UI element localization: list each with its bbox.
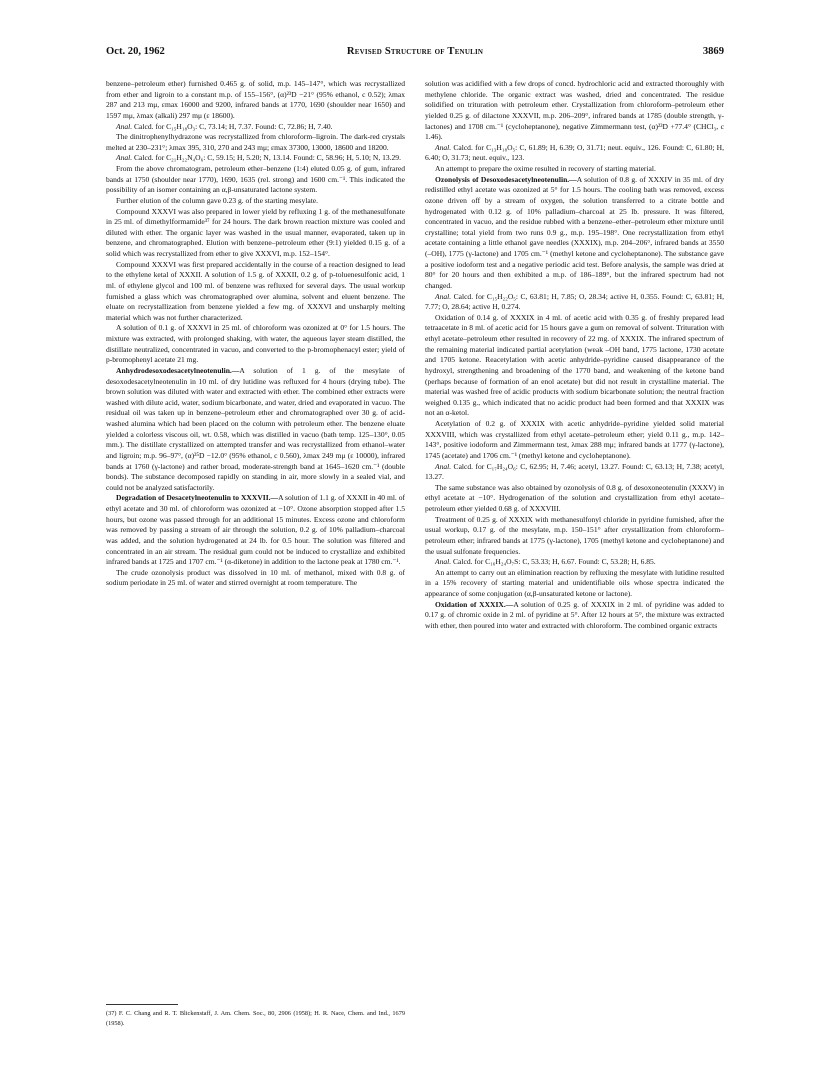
section-paragraph: Oxidation of XXXIX.—A solution of 0.25 g. of XXXIX in 2 ml. of pyridine was added to 0.17 g. of chromic oxide in 2 ml. of pyridine at 5°. After 12 hours at 5°, the mixture was extracted with ether, then poured into water and extracted with chloroform. The combined organic extracts — [425, 599, 724, 630]
analysis-paragraph: Anal. Calcd. for C₁₆H₂₄O₇S: C, 53.33; H, 6.67. Found: C, 53.28; H, 6.85. — [435, 557, 656, 567]
paragraph: Compound XXXVI was also prepared in lower yield by refluxing 1 g. of the methanesulfonate in 25 ml. of dimethylformamide³⁷ for 24 hours. The dark brown reaction mixture was cooled and diluted with ether. The organic layer was washed in the usual manner, evaporated, taken up in benzene, and chromatographed. Elution with benzene–petroleum ether (9:1) yielded 0.15 g. of a solid which was recrystallized from ether to give XXXVI, m.p. 152–154°. — [106, 206, 405, 258]
paragraph: Treatment of 0.25 g. of XXXIX with methanesulfonyl chloride in pyridine furnished, after the usual workup, 0.17 g. of the mesylate, m.p. 150–151° after crystallization from chloroform–petroleum ether; infrared bands at 1775 (γ-lactone), 1705 (methyl ketone and cycloheptanone) and the usual sulfonate frequencies. — [425, 514, 724, 556]
paragraph: The crude ozonolysis product was dissolved in 10 ml. of methanol, mixed with 0.8 g. of sodium periodate in 25 ml. of water and stirred overnight at room temperature. The — [106, 567, 405, 588]
analysis-paragraph: Anal. Calcd. for C₁₅H₁₈O₃: C, 73.14; H, 7.37. Found: C, 72.86; H, 7.40. — [116, 121, 333, 131]
analysis-paragraph: Anal. Calcd. for C₁₇H₂₄O₆: C, 62.95; H, 7.46; acetyl, 13.27. Found: C, 63.13; H, 7.38; acetyl, 13.27. — [425, 461, 724, 482]
running-title: Revised Structure of Tenulin — [346, 46, 484, 57]
page-header — [106, 45, 724, 59]
footnote-divider — [106, 1004, 178, 1005]
paragraph: solution was acidified with a few drops of concd. hydrochloric acid and extracted thoroughly with methylene chloride. The organic extract was washed, dried and concentrated. The residue solidified on trituration with petroleum ether. Crystallization from chloroform–petroleum ether yielded 0.25 g. of dilactone XXXVII, m.p. 206–209°, infrared bands at 1785 (double strength, γ-lactones) and 1708 cm.⁻¹ (cycloheptanone), negative Zimmermann test, (α)²³D +77.4° (CHCl₃, c 1.46). — [425, 79, 724, 142]
right-column — [425, 79, 724, 632]
analysis-paragraph: Anal. Calcd. for C₁₅H₂₂O₅: C, 63.81; H, 7.85; O, 28.34; active H, 0.355. Found: C, 63.81; H, 7.77; O, 28.64; active H, 0.274. — [425, 291, 724, 312]
paragraph: An attempt to carry out an elimination reaction by refluxing the mesylate with lutidine resulted in a 15% recovery of starting material and unidentifiable oils whose spectra indicated the appearance of some conjugation (α,β-unsaturated ketone or lactone). — [425, 567, 724, 598]
left-column — [106, 79, 405, 589]
footnote: (37) F. C. Chang and R. T. Blickenstaff, J. Am. Chem. Soc., 80, 2906 (1958); H. R. Nace, Chem. and Ind., 1679 (1958). — [106, 1010, 405, 1027]
paragraph: Compound XXXVI was first prepared accidentally in the course of a reaction designed to lead to the ethylene ketal of XXXII. A solution of 1.5 g. of XXXII, 0.2 g. of p-toluenesulfonic acid, 1 ml. of ethylene glycol and 100 ml. of benzene was refluxed for several days. The usual workup furnished a glass which was chromatographed over alumina, solvent and eluent benzene. The eluate on recrystallization from benzene yielded a few mg. of XXXVI and unsharply melting material which was not further characterized. — [106, 259, 405, 322]
header-date: Oct. 20, 1962 — [106, 46, 165, 57]
paragraph: Acetylation of 0.2 g. of XXXIX with acetic anhydride–pyridine yielded solid material XXXVIII, which was crystallized from ethyl acetate–petroleum ether; yield 0.11 g., m.p. 142–143°, positive iodoform and Zimmermann test, λmax 288 mμ; infrared bands at 1777 (γ-lactone), 1745 (acetate) and 1706 cm.⁻¹ (methyl ketone and cycloheptanone). — [425, 419, 724, 460]
paragraph: A solution of 0.1 g. of XXXVI in 25 ml. of chloroform was ozonized at 0° for 1.5 hours. The mixture was extracted, with prolonged shaking, with water, the aqueous layer steam distilled, the distillate neutralized, concentrated in vacuo, and converted to the p-bromophenacyl ester; yield of p-bromophenyl acetate 21 mg. — [106, 323, 405, 365]
paragraph: The same substance was also obtained by ozonolysis of 0.8 g. of desoxoneotenulin (XXXV) in ethyl acetate at −10°. Hydrogenation of the solution and crystallization from ethyl acetate–petroleum ether yielded 0.68 g. of XXXVIII. — [425, 482, 724, 513]
section-paragraph: Degradation of Desacetylneotenulin to XXXVII.—A solution of 1.1 g. of XXXII in 40 ml. of ethyl acetate and 30 ml. of chloroform was ozonized at −10°. Ozone absorption stopped after 1.5 hours, but ozone was passed through for an additional 15 minutes. Excess ozone and chloroform was removed by passing a stream of air through the solution, 0.2 g. of 10% palladium–charcoal was added, and the solution hydrogenated at 24 lb. for 0.5 hour. The solution was filtered and concentrated in an air stream. The residual gum could not be induced to crystallize and exhibited infrared bands at 1725 and 1707 cm.⁻¹ (α-diketone) in addition to the lactone peak at 1780 cm.⁻¹. — [106, 493, 405, 567]
section-paragraph: Ozonolysis of Desoxodesacetylneotenulin.—A solution of 0.8 g. of XXXIV in 35 ml. of dry redistilled ethyl acetate was ozonized at 5° for 1.5 hours. The cooling bath was removed, excess ozone driven off by a stream of oxygen, the solution transferred to a citrate bottle and hydrogenated with 0.12 g. of 10% palladium–charcoal at 25 lb. pressure. It was filtered, concentrated in vacuo, and the residue rubbed with a benzene–ether–petroleum ether mixture until crystalline; total yield from two runs 0.9 g., m.p. 195–198°. One recrystallization from ethyl acetate containing a little ethanol gave needles (XXXIX), m.p. 204–206°, infrared bands at 3550 (–OH), 1775 (γ-lactone) and 1705 cm.⁻¹ (methyl ketone and cycloheptanone). The substance gave a positive iodoform test and a negative periodic acid test. Before analysis, the sample was dried at 80° for 20 hours and then exhibited a m.p. of 186–189°, but the infrared spectrum had not changed. — [425, 174, 724, 290]
paragraph: From the above chromatogram, petroleum ether–benzene (1:4) eluted 0.05 g. of gum, infrared bands at 1750 (shoulder near 1770), 1690, 1635 (rel. strong) and 1600 cm.⁻¹. This indicated the possibility of an isomer containing an α,β-unsaturated lactone system. — [106, 164, 405, 195]
paragraph: An attempt to prepare the oxime resulted in recovery of starting material. — [435, 164, 656, 173]
paragraph: Oxidation of 0.14 g. of XXXIX in 4 ml. of acetic acid with 0.35 g. of freshly prepared lead tetraacetate in 8 ml. of acetic acid for 15 hours gave a gum on removal of solvent. Trituration with ethyl acetate–petroleum ether resulted in recovery of 22 mg. of XXXIX. The infrared spectrum of the remaining material indicated partial acetylation (weak –OH band, 1775 lactone, 1730 acetate and 1705 ketone. Reacetylation with acetic anhydride–pyridine caused disappearance of the hydroxyl, strengthening and broadening of the 1770 band, and weakening of the ketone band (perhaps because of formation of an enol acetate) but did not result in crystalline material. The material was washed free of acidic products with sodium bicarbonate solution; the neutral fraction weighed 0.135 g., which indicated that no acidic product had been formed and that XXXIX was not an α-ketol. — [425, 312, 724, 418]
paragraph: The dinitrophenylhydrazone was recrystallized from chloroform–ligroin. The dark-red crystals melted at 230–231°; λmax 395, 310, 270 and 243 mμ; εmax 37300, 13000, 18600 and 18200. — [106, 132, 405, 152]
section-paragraph: Anhydrodesoxodesacetylneotenulin.—A solution of 1 g. of the mesylate of desoxodesacetylneotenulin in 10 ml. of dry lutidine was refluxed for 4 hours (drying tube). The brown solution was diluted with water and extracted with ether. The combined ether extracts were washed with dilute acid, water, sodium bicarbonate, and water, dried and evaporated in vacuo. The residual oil was taken up in benzene–petroleum ether and chromatographed over 30 g. of acid-washed alumina which had been placed on the column with petroleum ether. The benzene eluate yielded a colorless viscous oil, wt. 0.58, which was distilled in vacuo (bath temp. 125–130°, 0.05 mm.). The distillate crystallized on attempted transfer and was recrystallized from ethanol–water and ligroin; m.p. 96–97°, (α)²⁵D −12.0° (95% ethanol, c 0.560), λmax 249 mμ (ε 10000), infrared bands at 1760 (γ-lactone) and rather broad, moderate-strength band at 1645–1620 cm.⁻¹ (double bonds). The substance decomposed rapidly on standing in air, more slowly in a sealed vial, and could not be analyzed satisfactorily. — [106, 365, 405, 492]
analysis-paragraph: Anal. Calcd. for C₂₁H₂₂N₄O₆: C, 59.15; H, 5.20; N, 13.14. Found: C, 58.96; H, 5.10; N, 13.29. — [116, 153, 401, 163]
paragraph: benzene–petroleum ether) furnished 0.465 g. of solid, m.p. 145–147°, which was recrystallized from ether and ligroin to a constant m.p. of 155–156°, (α)²³D −21° (95% ethanol, c 0.52); λmax 287 and 213 mμ, εmax 16000 and 9200, infrared bands at 1770, 1690 (shoulder near 1650) and 1597 mμ, λmax (alkali) 297 mμ (ε 18600). — [106, 79, 405, 120]
analysis-paragraph: Anal. Calcd. for C₁₃H₁₈O₅: C, 61.89; H, 6.39; O, 31.71; neut. equiv., 126. Found: C, 61.80; H, 6.40; O, 31.73; neut. equiv., 123. — [425, 142, 724, 163]
paragraph: Further elution of the column gave 0.23 g. of the starting mesylate. — [116, 195, 319, 205]
page-number: 3869 — [702, 46, 724, 57]
